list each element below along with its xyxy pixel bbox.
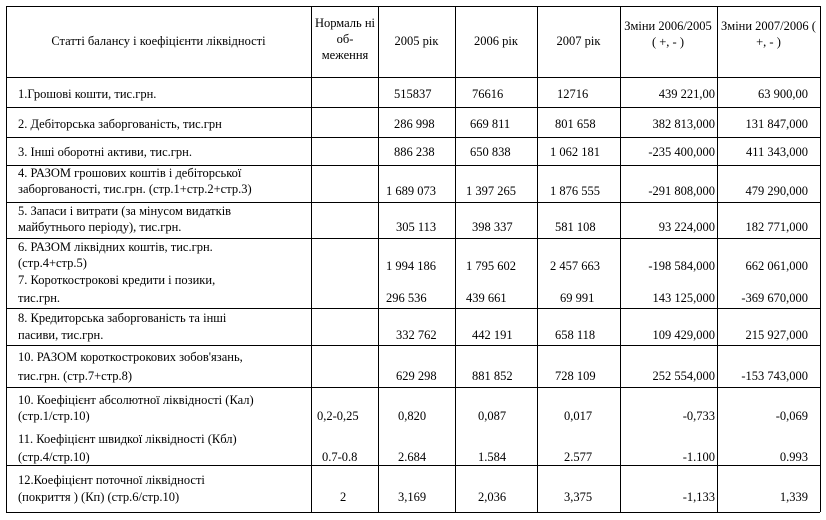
cell-change-2: 411 343,000 xyxy=(745,145,808,159)
cell-2005: 2.684 xyxy=(398,450,427,464)
row-label: 7. Короткострокові кредити і позики, xyxy=(18,273,216,287)
cell-2006: 1.584 xyxy=(478,450,507,464)
row-label-cont: заборгованості, тис.грн. (стр.1+стр.2+стр.3) xyxy=(18,182,252,196)
cell-2005: 0,820 xyxy=(398,409,427,423)
cell-norm: 0,2-0,25 xyxy=(317,409,359,423)
header-norm: Нормаль ні об- меження xyxy=(314,16,376,62)
cell-2005: 629 298 xyxy=(396,369,437,383)
column-divider xyxy=(537,6,538,512)
table-border xyxy=(6,512,820,513)
row-label-cont: (стр.4/стр.10) xyxy=(18,450,90,464)
row-divider xyxy=(6,387,820,388)
row-divider xyxy=(6,238,820,239)
cell-change-1: -235 400,000 xyxy=(648,145,715,159)
cell-2007: 801 658 xyxy=(555,117,596,131)
cell-2007: 1 062 181 xyxy=(550,145,600,159)
cell-change-1: -0,733 xyxy=(682,409,715,423)
cell-change-2: 182 771,000 xyxy=(745,220,808,234)
row-divider xyxy=(6,308,820,309)
cell-2006: 1 795 602 xyxy=(466,259,516,273)
row-label-cont: (стр.1/стр.10) xyxy=(18,409,90,423)
cell-change-2: 63 900,00 xyxy=(758,87,808,101)
row-label-cont: пасиви, тис.грн. xyxy=(18,328,104,342)
cell-2006: 1 397 265 xyxy=(466,184,516,198)
cell-2006: 669 811 xyxy=(470,117,511,131)
cell-change-1: 252 554,000 xyxy=(652,369,715,383)
cell-change-1: 143 125,000 xyxy=(652,291,715,305)
cell-2005: 1 994 186 xyxy=(386,259,436,273)
table-border xyxy=(6,6,7,512)
cell-change-1: -1,133 xyxy=(682,490,715,504)
row-label: 3. Інші оборотні активи, тис.грн. xyxy=(18,145,192,159)
cell-2005: 515837 xyxy=(394,87,432,101)
table-border xyxy=(820,6,821,512)
cell-2006: 439 661 xyxy=(466,291,507,305)
cell-2006: 881 852 xyxy=(472,369,513,383)
column-divider xyxy=(311,6,312,512)
row-label-cont: (покриття ) (Кп) (стр.6/стр.10) xyxy=(18,490,180,504)
column-divider xyxy=(717,6,718,512)
header-name: Статті балансу і коефіцієнти ліквідності xyxy=(51,34,266,48)
cell-change-1: 93 224,000 xyxy=(658,220,715,234)
row-label: 1.Грошові кошти, тис.грн. xyxy=(18,87,157,101)
cell-change-2: 0.993 xyxy=(779,450,808,464)
cell-2006: 0,087 xyxy=(478,409,507,423)
cell-2006: 442 191 xyxy=(472,328,513,342)
row-label-cont: майбутнього періоду), тис.грн. xyxy=(18,220,182,234)
header-2006: 2006 рік xyxy=(474,34,518,48)
cell-norm: 0.7-0.8 xyxy=(322,450,358,464)
row-label-cont: тис.грн. (стр.7+стр.8) xyxy=(18,369,133,383)
row-label-cont: тис.грн. xyxy=(18,291,61,305)
cell-change-1: -1.100 xyxy=(682,450,715,464)
header-change-2006-2005: Зміни 2006/2005 ( +, - ) xyxy=(624,19,712,49)
cell-2007: 3,375 xyxy=(564,490,593,504)
row-label: 10. РАЗОМ короткострокових зобов'язань, xyxy=(18,350,243,364)
cell-2005: 286 998 xyxy=(394,117,435,131)
cell-2007: 2 457 663 xyxy=(550,259,600,273)
cell-change-1: 109 429,000 xyxy=(652,328,715,342)
cell-2007: 658 118 xyxy=(555,328,596,342)
row-label: 4. РАЗОМ грошових коштів і дебіторської xyxy=(18,166,242,180)
cell-2006: 650 838 xyxy=(470,145,511,159)
header-change-2007-2006: Зміни 2007/2006 ( +, - ) xyxy=(721,19,816,49)
cell-change-1: 439 221,00 xyxy=(658,87,715,101)
cell-2006: 2,036 xyxy=(478,490,507,504)
column-divider xyxy=(455,6,456,512)
row-divider xyxy=(6,345,820,346)
cell-2005: 296 536 xyxy=(386,291,427,305)
row-label: 2. Дебіторська заборгованість, тис.грн xyxy=(18,117,222,131)
cell-change-2: -0,069 xyxy=(775,409,808,423)
cell-2007: 581 108 xyxy=(555,220,596,234)
cell-2005: 3,169 xyxy=(398,490,427,504)
row-label: 8. Кредиторська заборгованість та інші xyxy=(18,311,227,325)
cell-2007: 1 876 555 xyxy=(550,184,600,198)
cell-change-1: -291 808,000 xyxy=(648,184,715,198)
cell-change-2: 1,339 xyxy=(779,490,808,504)
row-divider xyxy=(6,77,820,78)
row-label: 11. Коефіцієнт швидкої ліквідності (Кбл) xyxy=(18,432,237,446)
cell-2007: 728 109 xyxy=(555,369,596,383)
cell-change-2: 662 061,000 xyxy=(745,259,808,273)
cell-2007: 12716 xyxy=(557,87,589,101)
header-2005: 2005 рік xyxy=(394,34,439,48)
cell-2006: 398 337 xyxy=(472,220,513,234)
cell-2007: 69 991 xyxy=(560,291,595,305)
column-divider xyxy=(620,6,621,512)
row-label-cont: (стр.4+стр.5) xyxy=(18,256,87,270)
cell-norm: 2 xyxy=(340,490,347,504)
row-label: 5. Запаси і витрати (за мінусом видатків xyxy=(18,204,232,218)
cell-2005: 332 762 xyxy=(396,328,437,342)
column-divider xyxy=(378,6,379,512)
row-label: 6. РАЗОМ ліквідних коштів, тис.грн. xyxy=(18,240,213,254)
cell-change-1: 382 813,000 xyxy=(652,117,715,131)
header-2007: 2007 рік xyxy=(556,34,601,48)
cell-change-1: -198 584,000 xyxy=(648,259,715,273)
cell-change-2: 131 847,000 xyxy=(745,117,808,131)
cell-change-2: 215 927,000 xyxy=(745,328,808,342)
cell-2005: 886 238 xyxy=(394,145,435,159)
row-divider xyxy=(6,465,820,466)
row-divider xyxy=(6,202,820,203)
cell-2007: 2.577 xyxy=(564,450,593,464)
cell-2005: 305 113 xyxy=(396,220,437,234)
row-label: 12.Коефіцієнт поточної ліквідності xyxy=(18,473,205,487)
row-divider xyxy=(6,137,820,138)
row-label: 10. Коефіцієнт абсолютної ліквідності (Кал) xyxy=(18,393,254,407)
cell-2005: 1 689 073 xyxy=(386,184,436,198)
row-divider xyxy=(6,107,820,108)
cell-change-2: -369 670,000 xyxy=(741,291,808,305)
cell-2007: 0,017 xyxy=(564,409,593,423)
cell-change-2: 479 290,000 xyxy=(745,184,808,198)
table-border xyxy=(6,6,820,7)
cell-2006: 76616 xyxy=(472,87,504,101)
cell-change-2: -153 743,000 xyxy=(741,369,808,383)
